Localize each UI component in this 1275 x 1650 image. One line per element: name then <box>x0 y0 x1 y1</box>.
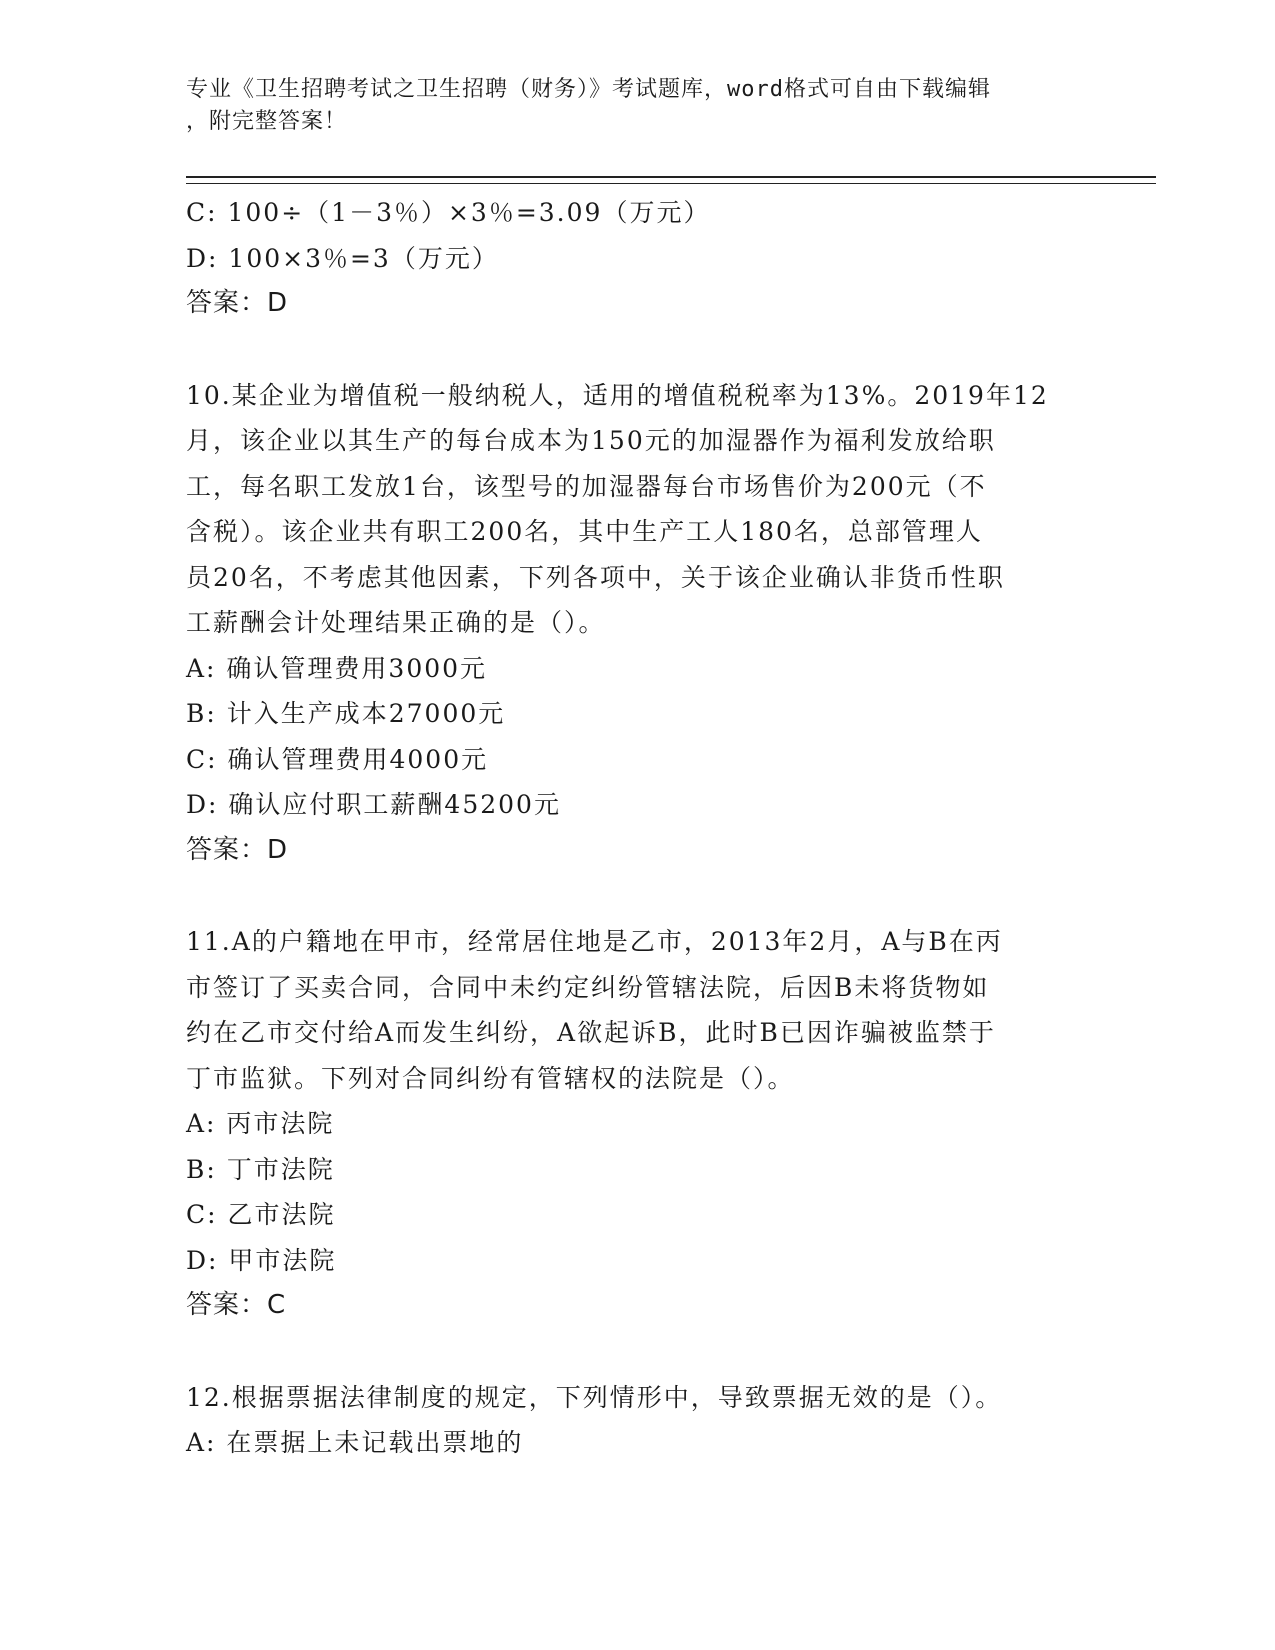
stem-line: 市签订了买卖合同，合同中未约定纠纷管辖法院，后因B未将货物如 <box>186 972 990 1002</box>
option-c: C: 100÷（1－3％）×3％=3.09（万元） <box>186 198 711 227</box>
option-b: B: 丁市法院 <box>186 1154 335 1184</box>
document-body <box>186 190 1086 1466</box>
stem-line: 工，每名职工发放1台，该型号的加湿器每台市场售价为200元（不 <box>186 471 987 501</box>
question-stem <box>186 1375 1086 1421</box>
answer-line: 答案：D <box>186 288 289 318</box>
option-c: C: 乙市法院 <box>186 1200 336 1229</box>
option-b: B: 计入生产成本27000元 <box>186 699 506 728</box>
option-c: C: 确认管理费用4000元 <box>186 744 489 774</box>
header-line-2: ，附完整答案！ <box>186 109 348 134</box>
question-stem <box>186 373 1086 646</box>
answer-line: 答案：C <box>186 1290 287 1320</box>
stem-line: 员20名，不考虑其他因素，下列各项中，关于该企业确认非货币性职 <box>186 562 1005 592</box>
option-d: D: 甲市法院 <box>186 1245 337 1275</box>
stem-line: 丁市监狱。下列对合同纠纷有管辖权的法院是（）。 <box>186 1063 795 1093</box>
question-12 <box>186 1375 1086 1466</box>
stem-line: 工薪酬会计处理结果正确的是（）。 <box>186 608 606 637</box>
question-9-tail <box>186 190 1086 327</box>
question-stem <box>186 919 1086 1101</box>
stem-line: 12.根据票据法律制度的规定，下列情形中，导致票据无效的是（）。 <box>186 1382 1003 1412</box>
option-a: A: 确认管理费用3000元 <box>186 653 488 683</box>
stem-line: 月，该企业以其生产的每台成本为150元的加湿器作为福利发放给职 <box>186 426 996 455</box>
option-a: A: 丙市法院 <box>186 1109 335 1138</box>
option-d: D: 100×3％=3（万元） <box>186 243 499 273</box>
header-line-1: 专业《卫生招聘考试之卫生招聘（财务）》考试题库，word格式可自由下载编辑 <box>186 77 991 102</box>
option-d: D: 确认应付职工薪酬45200元 <box>186 790 561 819</box>
header-divider <box>186 176 1156 184</box>
stem-line: 11.A的户籍地在甲市，经常居住地是乙市，2013年2月，A与B在丙 <box>186 927 1003 956</box>
stem-line: 含税）。该企业共有职工200名，其中生产工人180名，总部管理人 <box>186 517 983 546</box>
question-10 <box>186 373 1086 874</box>
stem-line: 约在乙市交付给A而发生纠纷，A欲起诉B，此时B已因诈骗被监禁于 <box>186 1018 996 1047</box>
question-11 <box>186 919 1086 1329</box>
answer-line: 答案：D <box>186 834 289 865</box>
document-header <box>186 74 1066 138</box>
stem-line: 10.某企业为增值税一般纳税人，适用的增值税税率为13%。2019年12 <box>186 380 1049 410</box>
option-a: A: 在票据上未记载出票地的 <box>186 1428 524 1457</box>
